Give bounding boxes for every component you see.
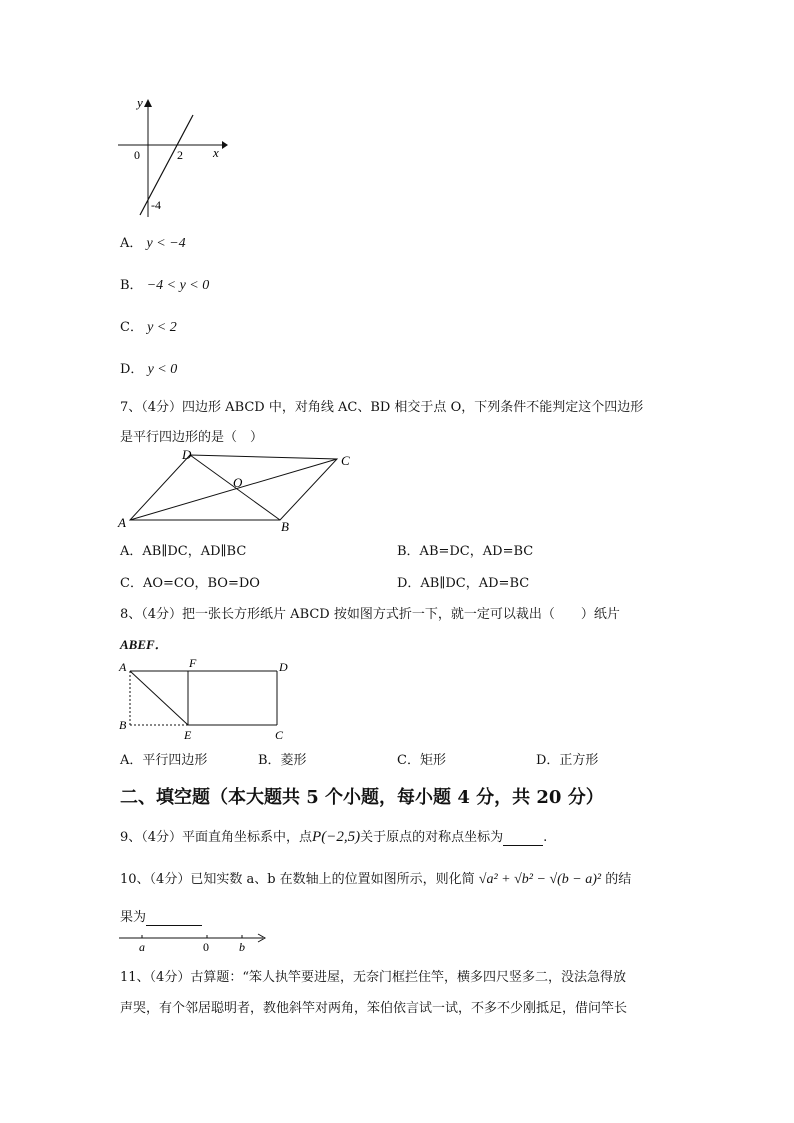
q10-answer-blank[interactable] [146, 910, 202, 926]
vertex-d-label: D [279, 660, 288, 674]
vertex-e-label: E [184, 728, 192, 742]
q7-stem-line1: 7、（4分）四边形 ABCD 中，对角线 AC、BD 相交于点 O，下列条件不能判定这个四边形 [120, 400, 644, 415]
option-math: y < 0 [147, 362, 178, 377]
q10-prefix: 10、（4分）已知实数 a、b 在数轴上的位置如图所示，则化简 [120, 872, 475, 887]
q7-option-b: B．AB=DC，AD=BC [397, 544, 534, 559]
vertex-b-label: B [281, 519, 289, 534]
x-axis-arrow-icon [222, 141, 228, 149]
y-intercept-label: -4 [151, 198, 161, 212]
center-o-label: O [233, 475, 243, 490]
q8-option-d: D．正方形 [536, 753, 599, 768]
option-letter: D． [120, 362, 144, 377]
option-letter: A． [120, 236, 143, 251]
q7-stem-line2: 是平行四边形的是（ ） [120, 430, 264, 445]
vertex-a-label: A [118, 515, 126, 530]
origin-label: 0 [134, 148, 140, 162]
q6-line-graph [110, 95, 230, 220]
y-axis-label: y [137, 95, 143, 110]
option-letter: C． [120, 320, 143, 335]
q6-option-b [120, 274, 209, 294]
q10-stem-line2 [120, 906, 202, 926]
label-a: a [139, 940, 145, 954]
q6-option-c [120, 316, 177, 336]
q7-parallelogram-figure [115, 447, 365, 535]
q9-answer-blank[interactable] [503, 830, 543, 846]
vertex-a-label: A [119, 660, 127, 674]
q8-option-b: B．菱形 [258, 753, 307, 768]
label-zero: 0 [203, 940, 209, 954]
option-math: y < −4 [146, 236, 186, 251]
x-intercept-label: 2 [177, 148, 183, 162]
q8-folded-rectangle-figure [115, 656, 300, 742]
q11-stem-line1: 11、（4分）古算题：“笨人执竿要进屋，无奈门框拦住竿，横多四尺竖多二，没法急得放 [120, 970, 626, 985]
y-axis-arrow-icon [144, 99, 152, 107]
q7-option-d: D．AB∥DC，AD=BC [397, 576, 530, 591]
q9-point: P(−2,5) [312, 829, 361, 845]
option-math: −4 < y < 0 [146, 278, 210, 293]
option-math: y < 2 [147, 320, 177, 335]
q8-stem-line1: 8、（4分）把一张长方形纸片 ABCD 按如图方式折一下，就一定可以裁出（ ）纸片 [120, 607, 620, 622]
q9-end: . [543, 830, 548, 845]
vertex-f-label: F [189, 656, 197, 670]
q7-option-a: A．AB∥DC，AD∥BC [120, 544, 247, 559]
q9-stem [120, 826, 547, 846]
q9-suffix: 关于原点的对称点坐标为 [360, 830, 504, 845]
q8-stem-line2: ABEF． [120, 637, 168, 652]
q7-option-c: C．AO=CO，BO=DO [120, 576, 260, 591]
q10-suffix: 的结 [605, 872, 632, 887]
option-letter: B． [120, 278, 143, 293]
x-axis-label: x [213, 145, 219, 160]
q8-option-a: A．平行四边形 [120, 753, 208, 768]
q6-option-a [120, 232, 186, 252]
q9-prefix: 9、（4分）平面直角坐标系中，点 [120, 830, 313, 845]
label-b: b [239, 940, 245, 954]
fold-ae [130, 671, 188, 725]
q11-stem-line2: 声哭，有个邻居聪明者，教他斜竿对两角，笨伯依言试一试，不多不少刚抵足，借问竿长 [120, 1001, 628, 1016]
q6-option-d [120, 358, 177, 378]
vertex-c-label: C [275, 728, 284, 742]
q10-expression: √a² + √b² − √(b − a)² [478, 872, 602, 887]
q10-line2: 果为 [120, 910, 147, 925]
vertex-d-label: D [182, 447, 192, 462]
q10-number-line [115, 928, 273, 956]
q10-stem-line1 [120, 868, 631, 888]
vertex-b-label: B [119, 718, 127, 732]
q8-option-c: C．矩形 [397, 753, 446, 768]
vertex-c-label: C [341, 453, 350, 468]
section-heading-fill-in-blank: 二、填空题（本大题共 5 个小题，每小题 4 分，共 20 分） [120, 787, 604, 808]
